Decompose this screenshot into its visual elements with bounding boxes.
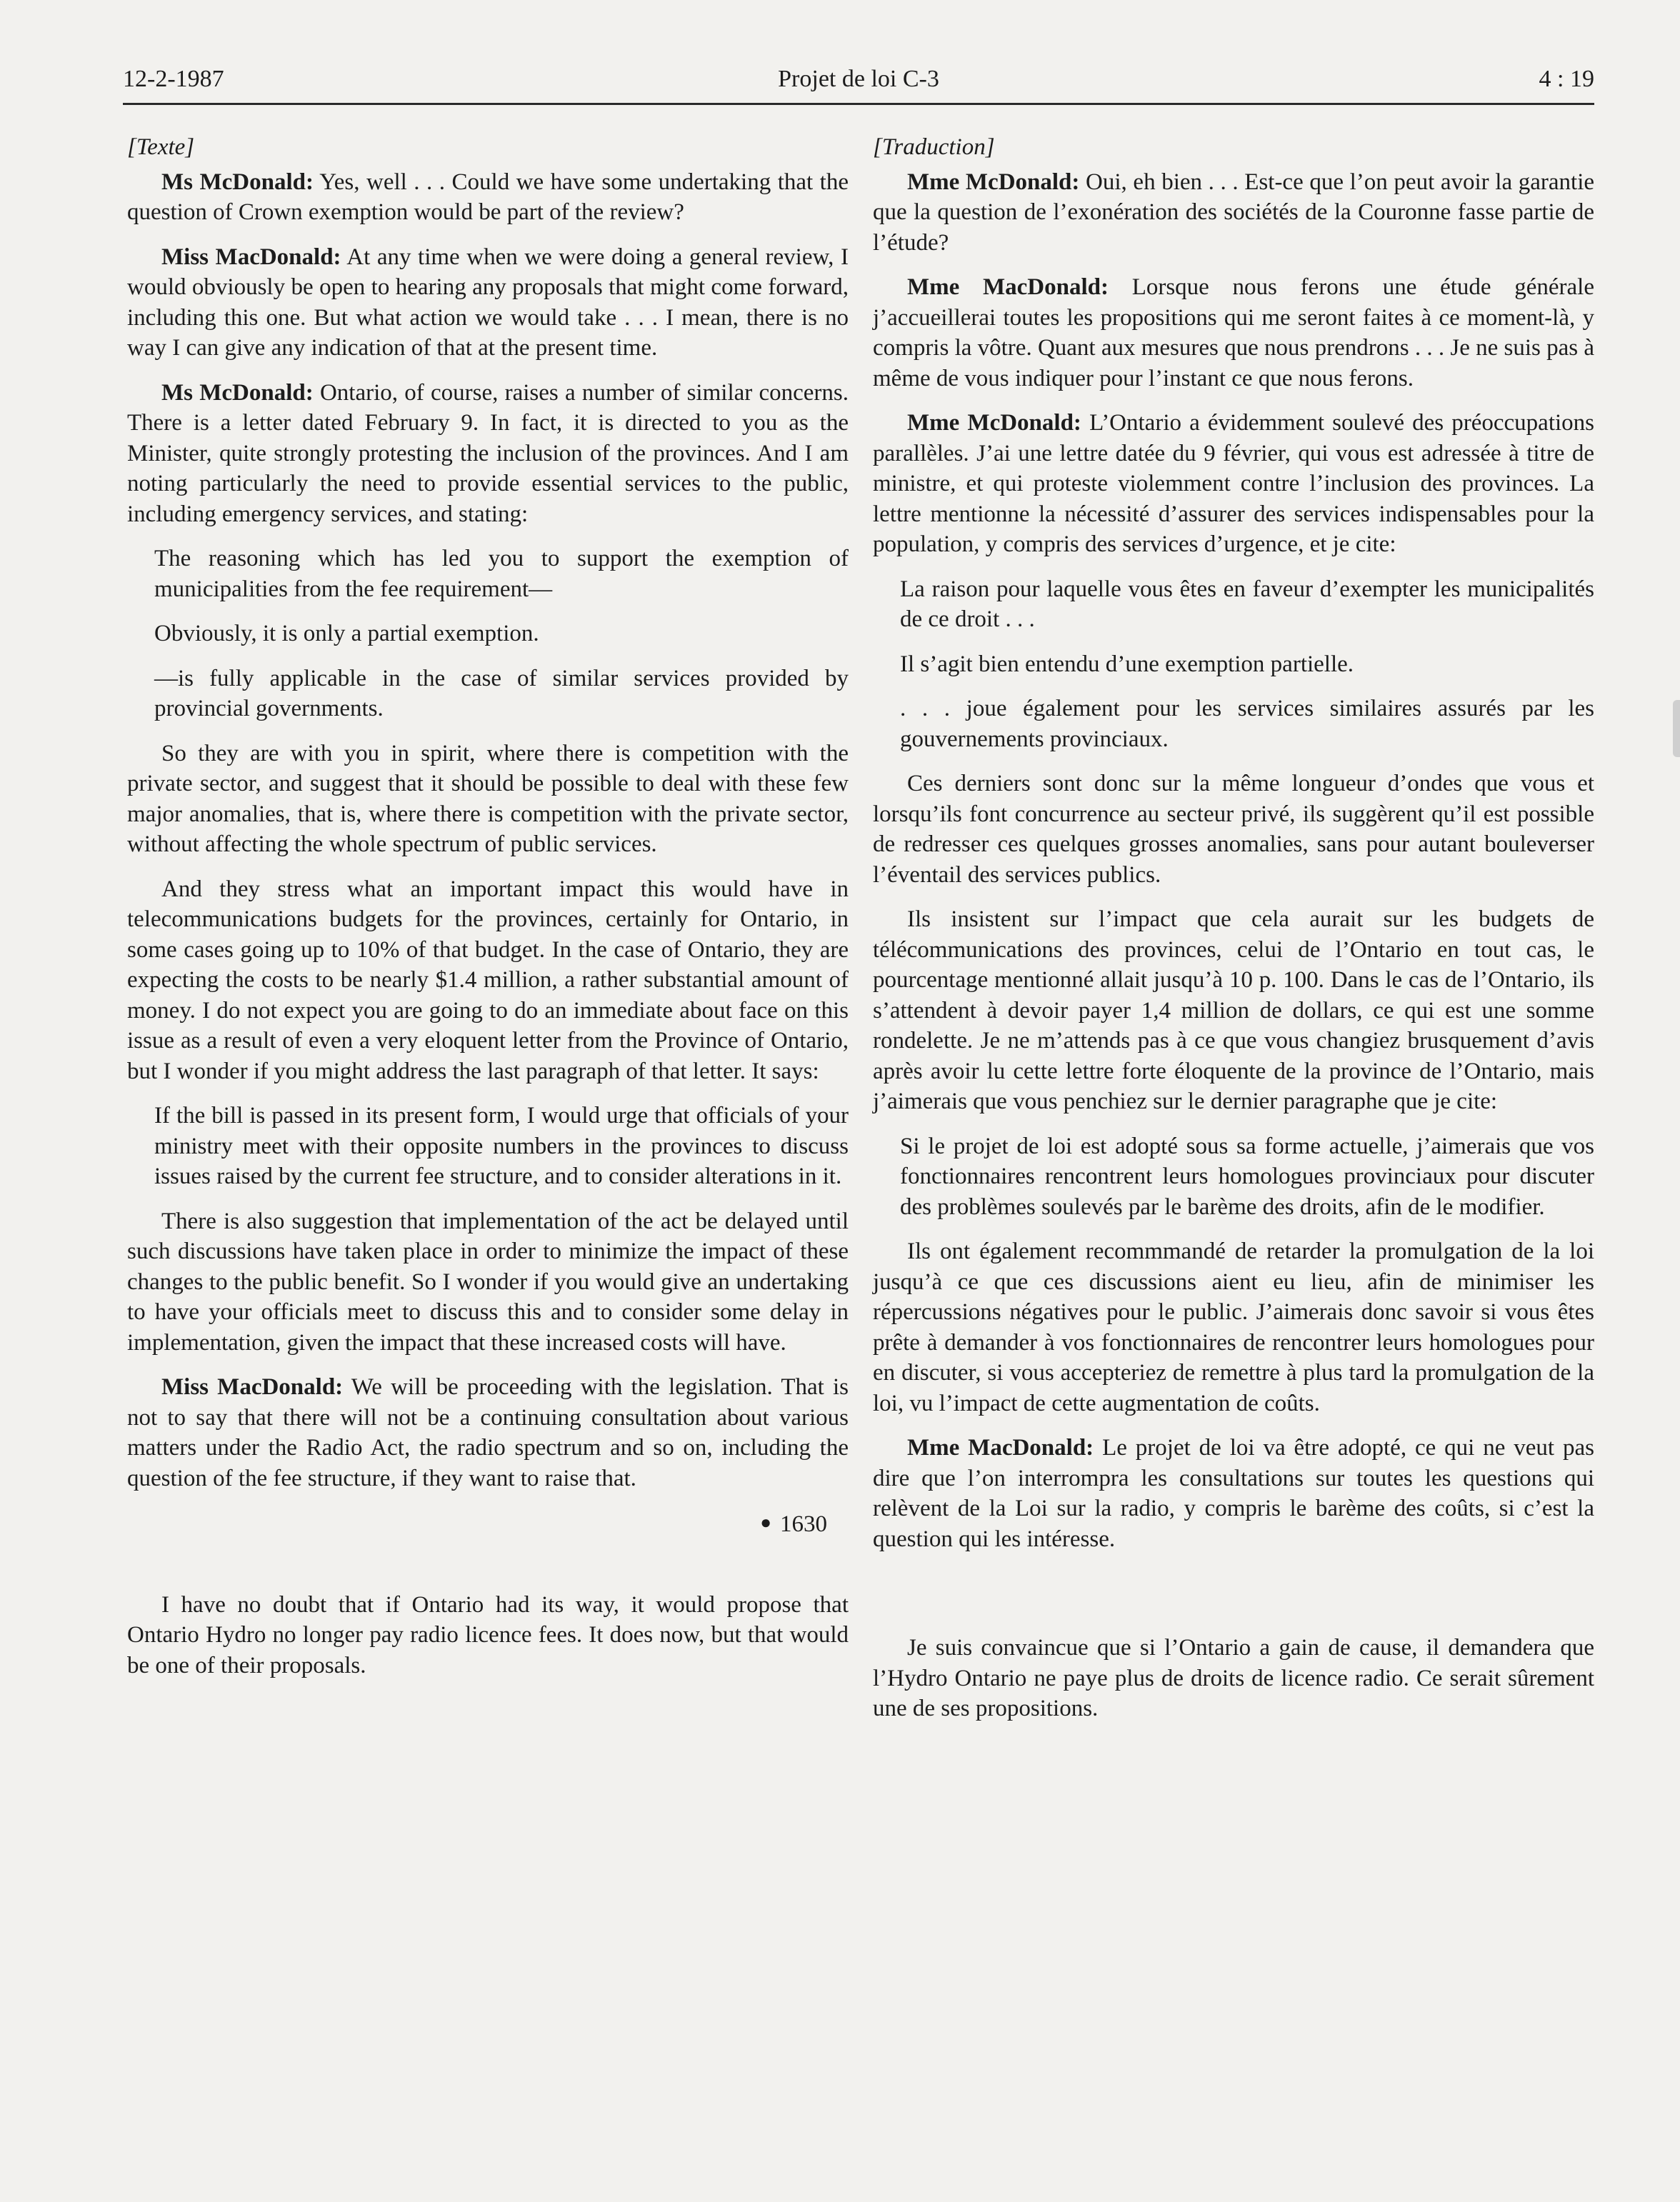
paragraph	[127, 242, 849, 364]
quotation: . . . joue également pour les services similaires assurés par les gouvernements provinciaux.	[900, 696, 1594, 752]
speaker: Miss MacDonald:	[161, 244, 341, 270]
speech-text: Ontario, of course, raises a number of similar concerns. There is a letter dated February 9. In fact, it is directed to you as the Minister, quite strongly protesting the inclusion of the provinces. And I am noting particularly the need to provide essential services to the public, including emergency services, and stating:	[127, 379, 849, 527]
speech-text: Yes, well . . . Could we have some undertaking that the question of Crown exemption would be part of the review?	[127, 169, 849, 225]
header-date: 12-2-1987	[123, 66, 224, 92]
time-marker	[127, 1508, 827, 1540]
paragraph	[127, 1372, 849, 1493]
paragraph: So they are with you in spirit, where there is competition with the private sector, and suggest that it should be possible to deal with these few major anomalies, that is, where there is competition with the private sector, without affecting the whole spectrum of public services.	[127, 740, 849, 857]
paragraph: Je suis convaincue que si l’Ontario a gain de cause, il demandera que l’Hydro Ontario ne paye plus de droits de licence radio. Ce serait sûrement une de ses propositions.	[873, 1635, 1594, 1721]
speech-text: At any time when we were doing a general review, I would obviously be open to hearing any proposals that might come forward, including this one. But what action we would take . . . I mean, there is no way I can give any indication of that at the present time.	[127, 244, 849, 361]
paragraph: There is also suggestion that implementation of the act be delayed until such discussions have taken place in order to minimize the impact of these changes to the public benefit. So I wonder if you would give an undertaking to have your officials meet to discuss this and to consider some delay in implementation, given the impact that these increased costs will have.	[127, 1208, 849, 1356]
paragraph: Ces derniers sont donc sur la même longueur d’ondes que vous et lorsqu’ils font concurrence au secteur privé, ils suggèrent qu’il est possible de redresser ces quelques grosses anomalies, sans pour autant bouleverser l’éventail des services publics.	[873, 771, 1594, 888]
quotation: La raison pour laquelle vous êtes en faveur d’exempter les municipalités de ce droit . . .	[900, 576, 1594, 632]
quotation: If the bill is passed in its present form, I would urge that officials of your ministry meet with their opposite numbers in the provinces to discuss issues raised by the current fee structure, and to consider alterations in it.	[154, 1103, 849, 1189]
speaker: Miss MacDonald:	[161, 1374, 344, 1400]
paragraph: I have no doubt that if Ontario had its way, it would propose that Ontario Hydro no longer pay radio licence fees. It does now, but that would be one of their proposals.	[127, 1591, 849, 1678]
header-rule	[123, 103, 1594, 105]
column-gap	[873, 1568, 1594, 1633]
quotation: Si le projet de loi est adopté sous sa forme actuelle, j’aimerais que vos fonctionnaires rencontrent leurs homologues provinciaux pour discuter des problèmes soulevés par le barème des droits, afin de le modifier.	[900, 1133, 1594, 1220]
speaker: Mme McDonald:	[907, 410, 1081, 436]
paragraph	[873, 408, 1594, 560]
paragraph: Ils insistent sur l’impact que cela aurait sur les budgets de télécommunications des provinces, celui de l’Ontario en tout cas, le pourcentage mentionné allait jusqu’à 10 p. 100. Dans le cas de l’Ontario, ils s’attendent à devoir payer 1,4 million de dollars, ce qui est une somme rondelette. Je ne m’attends pas à ce que vous changiez brusquement d’avis après avoir lu cette lettre forte éloquente de la province de l’Ontario, mais j’aimerais que vous penchiez sur le dernier paragraphe que je cite:	[873, 906, 1594, 1114]
speaker: Mme McDonald:	[907, 169, 1080, 195]
paragraph	[127, 378, 849, 530]
quotation: —is fully applicable in the case of similar services provided by provincial governments.	[154, 665, 849, 721]
speaker: Ms McDonald:	[161, 379, 314, 406]
section-label: [Traduction]	[873, 134, 995, 160]
speech-text: Le projet de loi va être adopté, ce qui ne veut pas dire que l’on interrompra les consultations sur toutes les questions qui relèvent de la Loi sur la radio, y compris le barème des coûts, si c’est la question qui les intéresse.	[873, 1435, 1594, 1552]
paragraph	[873, 272, 1594, 394]
paragraph	[873, 1433, 1594, 1554]
speaker: Ms McDonald:	[161, 169, 314, 195]
french-column	[873, 132, 1594, 1738]
paragraph: And they stress what an important impact this would have in telecommunications budgets for the provinces, certainly for Ontario, in some cases going up to 10% of that budget. In the case of Ontario, they are expecting the costs to be nearly $1.4 million, a rather substantial amount of money. I do not expect you are going to do an immediate about face on this issue as a result of even a very eloquent letter from the Province of Ontario, but I wonder if you might address the last paragraph of that letter. It says:	[127, 876, 849, 1084]
speech-text: Lorsque nous ferons une étude générale j’accueillerai toutes les propositions qui me seront faites à ce moment-là, y compris la vôtre. Quant aux mesures que nous prendrons . . . Je ne suis pas à même de vous indiquer pour l’instant ce que nous ferons.	[873, 274, 1594, 391]
running-header	[123, 66, 1594, 101]
quotation: The reasoning which has led you to support the exemption of municipalities from the fee requirement—	[154, 546, 849, 602]
speaker: Mme MacDonald:	[907, 274, 1109, 300]
english-column	[127, 132, 849, 1695]
quotation: Obviously, it is only a partial exemption.	[154, 621, 539, 646]
paragraph	[873, 167, 1594, 259]
quotation: Il s’agit bien entendu d’une exemption partielle.	[900, 651, 1354, 677]
speech-text: L’Ontario a évidemment soulevé des préoccupations parallèles. J’ai une lettre datée du 9 février, qui vous est adressée à titre de ministre, et qui proteste violemment contre l’inclusion des provinces. La lettre mentionne la nécessité d’assurer des services indispensables pour la population, y compris des services d’urgence, et je cite:	[873, 410, 1594, 557]
time-marker-value: 1630	[780, 1511, 827, 1537]
speech-text: Oui, eh bien . . . Est-ce que l’on peut avoir la garantie que la question de l’exonération des sociétés de la Couronne fasse partie de l’étude?	[873, 169, 1595, 256]
header-page-number: 4 : 19	[1539, 66, 1594, 92]
bullet-icon: ●	[760, 1512, 771, 1533]
page-edge-tab	[1673, 700, 1680, 757]
paragraph: Ils ont également recommmandé de retarder la promulgation de la loi jusqu’à ce que ces discussions aient eu lieu, afin de minimiser les répercussions négatives pour le public. J’aimerais donc savoir si vous êtes prête à demander à vos fonctionnaires de rencontrer leurs homologues pour en discuter, si vous accepteriez de remettre à plus tard la promulgation de la loi, vu l’impact de cette augmentation de coûts.	[873, 1238, 1594, 1416]
header-title: Projet de loi C-3	[778, 66, 939, 92]
speech-text: We will be proceeding with the legislation. That is not to say that there will not be a continuing consultation about various matters under the Radio Act, the radio spectrum and so on, including the question of the fee structure, if they want to raise that.	[127, 1374, 849, 1491]
speaker: Mme MacDonald:	[907, 1435, 1094, 1461]
paragraph	[127, 167, 849, 228]
section-label: [Texte]	[127, 134, 195, 160]
